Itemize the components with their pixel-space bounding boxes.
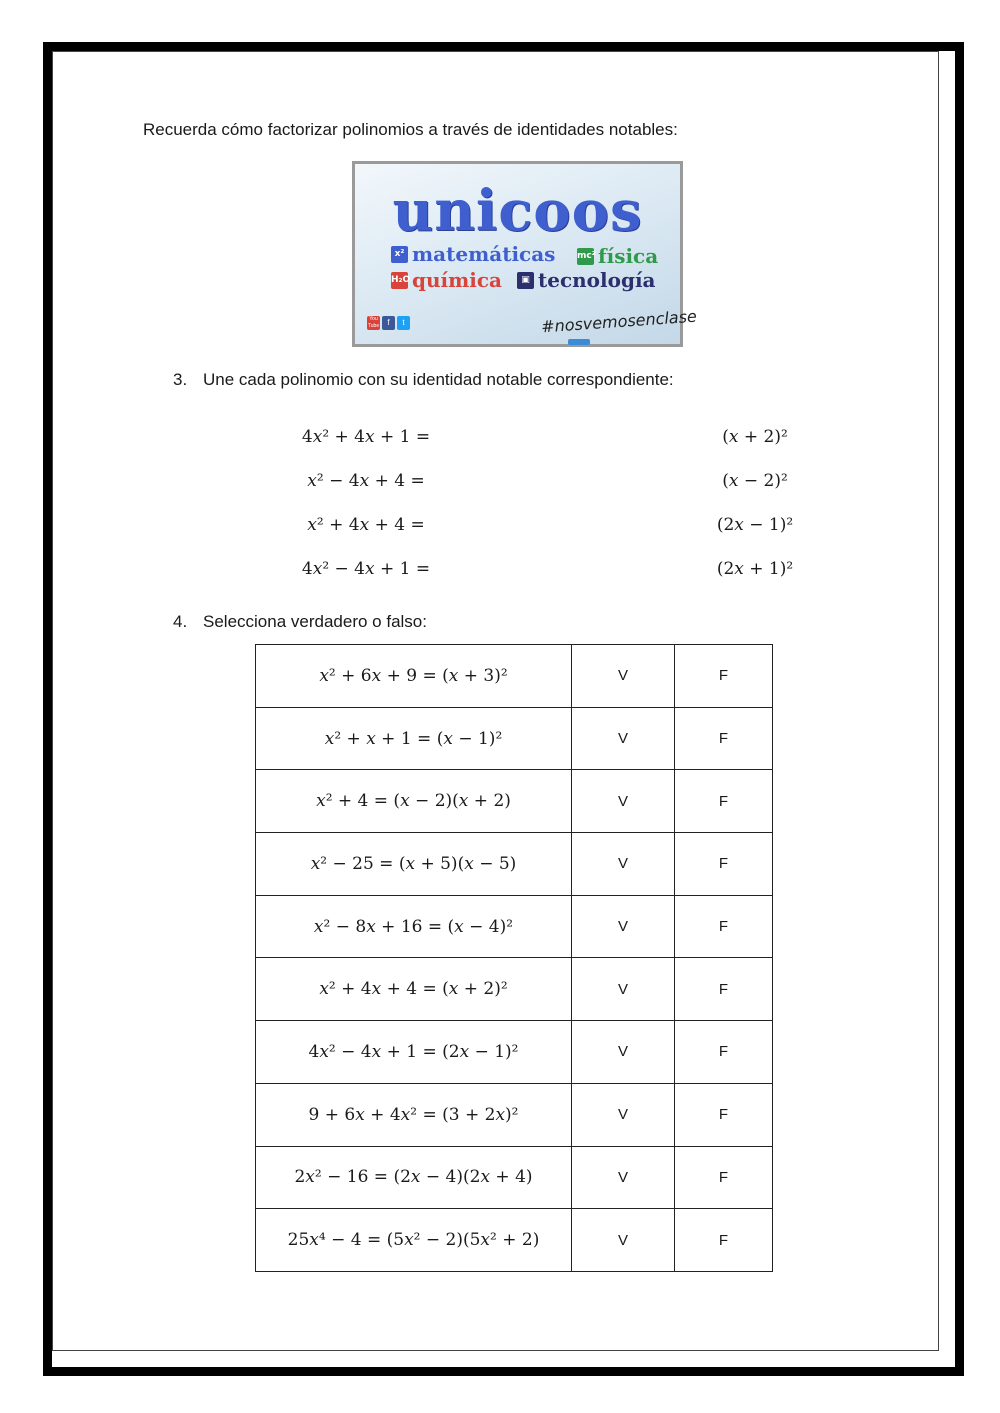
equation-cell: x² + x + 1 = (x − 1)²	[256, 707, 572, 770]
logo-hashtag: #nosvemosenclase	[540, 306, 698, 337]
true-option[interactable]: V	[572, 707, 675, 770]
table-row	[256, 770, 773, 833]
match-left-item[interactable]: x² − 4x + 4 =	[307, 471, 425, 491]
subject-physics-label: física	[598, 244, 659, 268]
equation-cell: x² − 25 = (x + 5)(x − 5)	[256, 833, 572, 896]
subject-physics	[577, 244, 658, 268]
question-4-number: 4.	[173, 612, 188, 631]
equation-cell: x² + 4x + 4 = (x + 2)²	[256, 958, 572, 1021]
table-row	[256, 1021, 773, 1084]
whiteboard-marker	[568, 339, 590, 345]
subject-chemistry-label: química	[412, 268, 503, 292]
table-row	[256, 833, 773, 896]
table-row	[256, 1083, 773, 1146]
match-right-item[interactable]: (x − 2)²	[722, 471, 788, 491]
true-option[interactable]: V	[572, 958, 675, 1021]
question-3-text: Une cada polinomio con su identidad notable correspondiente:	[203, 370, 674, 389]
equation-cell: 4x² − 4x + 1 = (2x − 1)²	[256, 1021, 572, 1084]
math-icon: x²	[391, 246, 408, 263]
table-row	[256, 895, 773, 958]
technology-icon: ▣	[517, 272, 534, 289]
table-row	[256, 1146, 773, 1209]
match-right-item[interactable]: (2x + 1)²	[716, 559, 794, 579]
subject-technology-label: tecnología	[538, 268, 656, 292]
false-option[interactable]: F	[675, 1209, 773, 1272]
social-icons	[367, 316, 410, 330]
equation-cell: x² + 6x + 9 = (x + 3)²	[256, 645, 572, 708]
true-option[interactable]: V	[572, 1021, 675, 1084]
question-3-number: 3.	[173, 370, 188, 389]
equation-cell: 2x² − 16 = (2x − 4)(2x + 4)	[256, 1146, 572, 1209]
question-4	[173, 612, 427, 632]
subject-technology	[517, 268, 656, 292]
true-option[interactable]: V	[572, 1146, 675, 1209]
youtube-icon: You Tube	[367, 316, 380, 329]
false-option[interactable]: F	[675, 770, 773, 833]
subject-math-label: matemáticas	[412, 242, 556, 266]
true-option[interactable]: V	[572, 833, 675, 896]
equation-cell: 9 + 6x + 4x² = (3 + 2x)²	[256, 1083, 572, 1146]
twitter-icon: t	[397, 316, 410, 330]
equation-cell: x² + 4 = (x − 2)(x + 2)	[256, 770, 572, 833]
logo-title: unicoos	[392, 178, 643, 244]
false-option[interactable]: F	[675, 645, 773, 708]
table-row	[256, 958, 773, 1021]
true-option[interactable]: V	[572, 1209, 675, 1272]
true-option[interactable]: V	[572, 895, 675, 958]
table-row	[256, 707, 773, 770]
subject-math	[391, 242, 555, 266]
false-option[interactable]: F	[675, 958, 773, 1021]
false-option[interactable]: F	[675, 1083, 773, 1146]
chemistry-icon: H₂O	[391, 272, 408, 289]
true-option[interactable]: V	[572, 770, 675, 833]
false-option[interactable]: F	[675, 1146, 773, 1209]
physics-icon: mc²	[577, 248, 594, 265]
question-3	[173, 370, 674, 390]
question-4-text: Selecciona verdadero o falso:	[203, 612, 427, 631]
true-option[interactable]: V	[572, 1083, 675, 1146]
match-left-item[interactable]: x² + 4x + 4 =	[307, 515, 425, 535]
match-right-item[interactable]: (x + 2)²	[722, 427, 788, 447]
match-right-item[interactable]: (2x − 1)²	[716, 515, 794, 535]
intro-text: Recuerda cómo factorizar polinomios a través de identidades notables:	[143, 120, 678, 139]
false-option[interactable]: F	[675, 895, 773, 958]
subject-chemistry	[391, 268, 502, 292]
table-row	[256, 645, 773, 708]
false-option[interactable]: F	[675, 707, 773, 770]
table-row	[256, 1209, 773, 1272]
match-left-item[interactable]: 4x² + 4x + 1 =	[301, 427, 431, 447]
equation-cell: 25x⁴ − 4 = (5x² − 2)(5x² + 2)	[256, 1209, 572, 1272]
false-option[interactable]: F	[675, 1021, 773, 1084]
true-option[interactable]: V	[572, 645, 675, 708]
true-false-table	[255, 644, 773, 1272]
unicoos-logo	[352, 161, 698, 347]
false-option[interactable]: F	[675, 833, 773, 896]
facebook-icon: f	[382, 316, 395, 330]
equation-cell: x² − 8x + 16 = (x − 4)²	[256, 895, 572, 958]
match-left-item[interactable]: 4x² − 4x + 1 =	[301, 559, 431, 579]
